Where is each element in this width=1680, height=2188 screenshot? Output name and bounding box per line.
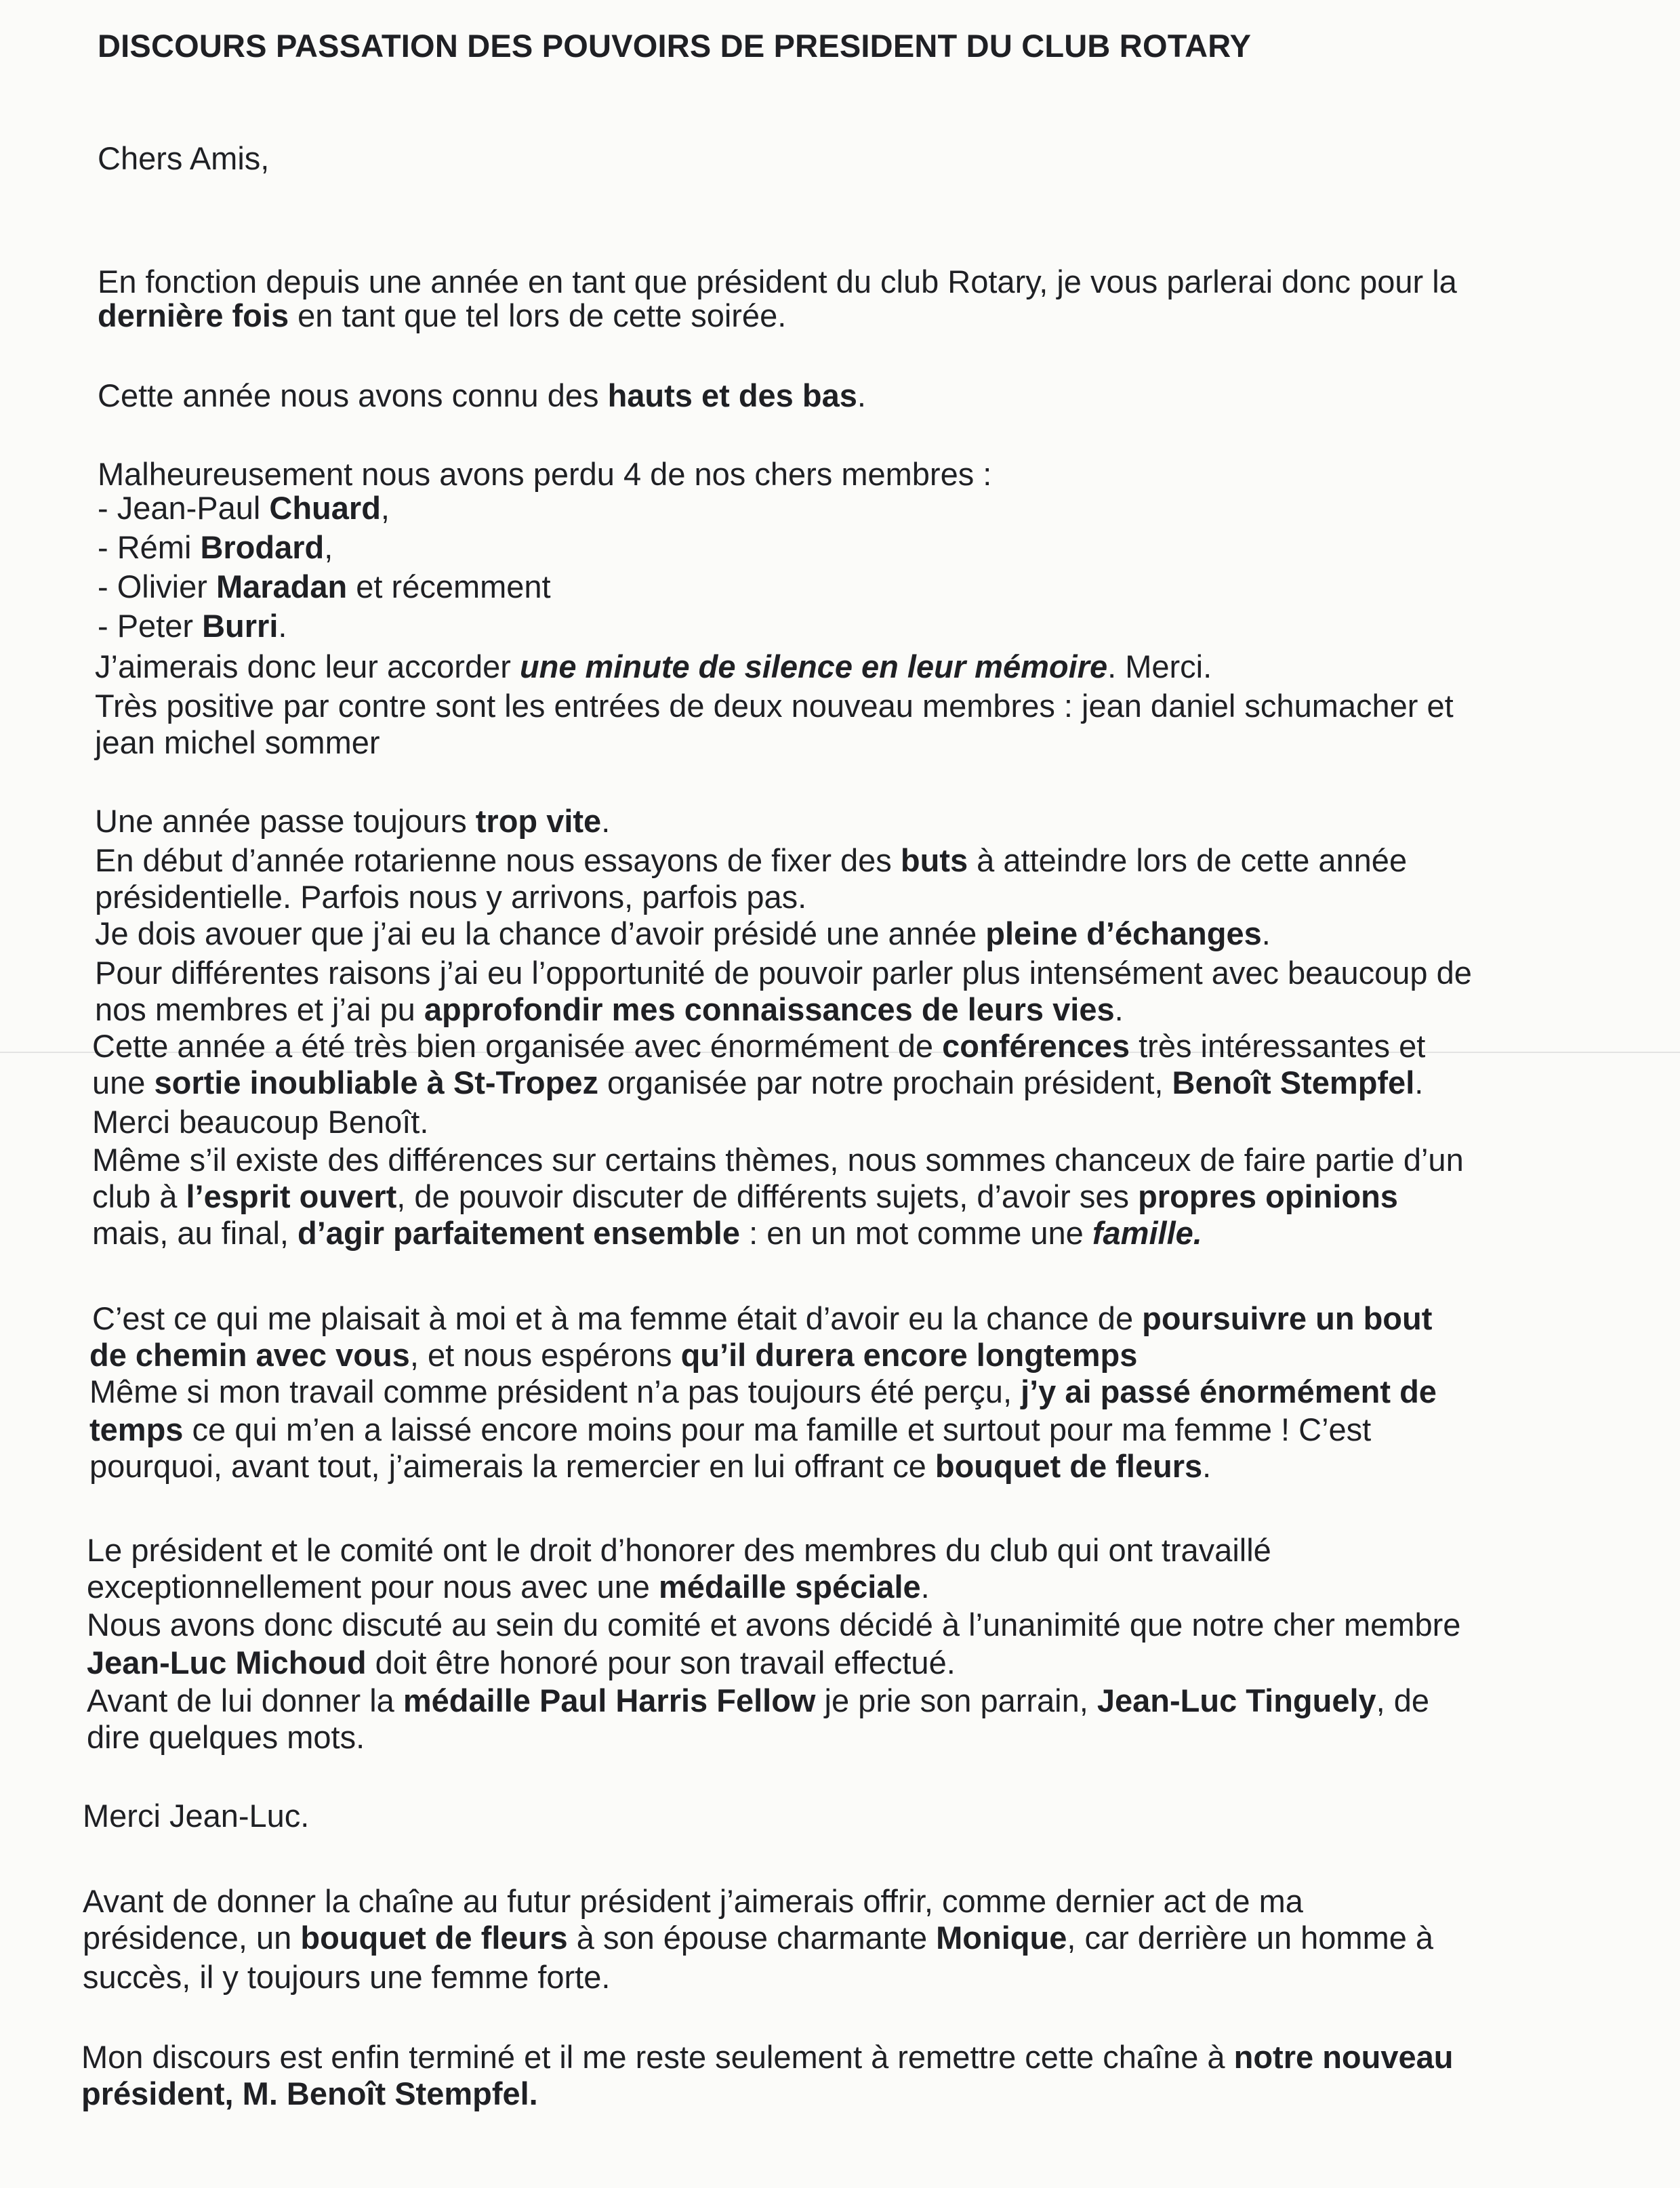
- plain-text: ,: [324, 529, 333, 565]
- plain-text: C’est ce qui me plaisait à moi et à ma femme était d’avoir eu la chance de: [92, 1300, 1143, 1336]
- plain-text: Malheureusement nous avons perdu 4 de nos chers membres :: [98, 456, 992, 492]
- speech-line-p3-l4: [98, 571, 551, 602]
- plain-text: .: [601, 803, 611, 839]
- plain-text: en tant que tel lors de cette soirée.: [289, 297, 787, 333]
- plain-text: : en un mot comme une: [740, 1215, 1092, 1251]
- speech-line-p4-l10: [92, 1144, 1464, 1176]
- speech-line-p3-l6: [95, 648, 1212, 684]
- plain-text: Mon discours est enfin terminé et il me reste seulement à remettre cette chaîne à: [81, 2039, 1234, 2075]
- speech-line-p1-l2: [98, 297, 787, 333]
- plain-text: Une année passe toujours: [95, 803, 476, 839]
- plain-text: jean michel sommer: [95, 724, 380, 760]
- plain-text: Merci beaucoup Benoît.: [92, 1104, 429, 1140]
- emphasis-text: j’y ai passé énormément de: [1021, 1374, 1437, 1409]
- emphasis-text: Burri: [202, 608, 279, 644]
- emphasis-text: bouquet de fleurs: [300, 1920, 568, 1956]
- plain-text: ce qui m’en a laissé encore moins pour ma famille et surtout pour ma femme ! C’est: [183, 1411, 1372, 1447]
- document-title: DISCOURS PASSATION DES POUVOIRS DE PRESIDENT DU CLUB ROTARY: [98, 28, 1252, 64]
- speech-line-p4-l4: [95, 917, 1271, 949]
- plain-text: exceptionnellement pour nous avec une: [87, 1569, 659, 1605]
- plain-text: mais, au final,: [92, 1215, 298, 1251]
- emphasis-text: propres opinions: [1138, 1178, 1398, 1214]
- plain-text: .: [1414, 1065, 1424, 1100]
- speech-line-p4-l6: [95, 993, 1124, 1025]
- plain-text: une: [92, 1065, 155, 1100]
- emphasis-text: poursuivre un bout: [1142, 1300, 1433, 1336]
- plain-text: Avant de donner la chaîne au futur président j’aimerais offrir, comme dernier act de ma: [83, 1883, 1303, 1919]
- plain-text: .: [1202, 1448, 1212, 1484]
- emphasis-text: l’esprit ouvert: [186, 1178, 397, 1214]
- speech-line-p8-l3: [83, 1961, 610, 1993]
- emphasis-text: pleine d’échanges: [985, 915, 1262, 951]
- plain-text: En fonction depuis une année en tant que président du club Rotary, je vous parlerai donc pour la: [98, 264, 1457, 300]
- speech-line-p3-l2: [98, 492, 390, 524]
- emphasis-text: médaille spéciale: [658, 1569, 921, 1605]
- emphasis-text: conférences: [942, 1028, 1130, 1064]
- speech-line-p5-l5: [89, 1450, 1211, 1482]
- speech-line-p6-l6: [87, 1721, 365, 1753]
- plain-text: je prie son parrain,: [815, 1683, 1097, 1718]
- plain-text: Même si mon travail comme président n’a pas toujours été perçu,: [89, 1374, 1021, 1409]
- speech-line-p9-l1: [81, 2041, 1453, 2073]
- speech-line-p8-l1: [83, 1885, 1303, 1917]
- plain-text: En début d’année rotarienne nous essayons de fixer des: [95, 842, 901, 878]
- plain-text: .: [278, 608, 287, 644]
- plain-text: Avant de lui donner la: [87, 1683, 403, 1718]
- plain-text: .: [1114, 991, 1124, 1027]
- plain-text: Très positive par contre sont les entrées de deux nouveau membres : jean daniel schumacher et: [95, 688, 1454, 724]
- plain-text: - Jean-Paul: [98, 490, 270, 526]
- emphasis-text: hauts et des bas: [607, 377, 857, 413]
- plain-text: .: [857, 377, 866, 413]
- plain-text: à atteindre lors de cette année: [968, 842, 1408, 878]
- emphasis-text: notre nouveau: [1233, 2039, 1454, 2075]
- speech-line-p4-l2: [95, 844, 1407, 876]
- plain-text: .: [1261, 915, 1271, 951]
- speech-line-p6-l2: [87, 1571, 930, 1603]
- plain-text: . Merci.: [1107, 648, 1212, 684]
- speech-line-p3-l3: [98, 531, 333, 563]
- plain-text: très intéressantes et: [1130, 1028, 1426, 1064]
- plain-text: - Olivier: [98, 569, 216, 604]
- emphasis-text: Benoît Stempfel: [1172, 1065, 1415, 1100]
- emphasis-text: temps: [89, 1411, 184, 1447]
- emphasis-text: buts: [900, 842, 968, 878]
- speech-line-p4-l7: [92, 1030, 1425, 1062]
- speech-line-p4-l1: [95, 805, 610, 837]
- plain-text: à son épouse charmante: [567, 1920, 937, 1956]
- speech-line-p3-l8: [95, 726, 380, 758]
- plain-text: Cette année a été très bien organisée avec énormément de: [92, 1028, 943, 1064]
- plain-text: doit être honoré pour son travail effectué.: [366, 1645, 956, 1680]
- emphasis-text: président, M. Benoît Stempfel.: [81, 2076, 538, 2111]
- speech-line-p4-l8: [92, 1067, 1423, 1098]
- emphasis-text: trop vite: [475, 803, 602, 839]
- plain-text: , car derrière un homme à: [1067, 1920, 1434, 1956]
- speech-line-p5-l1: [92, 1302, 1432, 1334]
- plain-text: Pour différentes raisons j’ai eu l’opportunité de pouvoir parler plus intensément avec beaucoup de: [95, 955, 1472, 991]
- emphasis-text: Chuard: [269, 490, 381, 526]
- speech-line-p1-l1: [98, 264, 1457, 300]
- emphasis-text: une minute de silence en leur mémoire: [519, 648, 1108, 684]
- emphasis-text: de chemin avec vous: [89, 1337, 410, 1373]
- emphasis-text: Brodard: [200, 529, 325, 565]
- plain-text: club à: [92, 1178, 186, 1214]
- plain-text: Le président et le comité ont le droit d’honorer des membres du club qui ont travaillé: [87, 1532, 1271, 1568]
- plain-text: Chers Amis,: [98, 140, 270, 176]
- emphasis-text: d’agir parfaitement ensemble: [298, 1215, 741, 1251]
- plain-text: et récemment: [347, 569, 551, 604]
- speech-line-p6-l4: [87, 1647, 956, 1678]
- emphasis-text: famille.: [1092, 1215, 1202, 1251]
- plain-text: - Peter: [98, 608, 203, 644]
- plain-text: Même s’il existe des différences sur certains thèmes, nous sommes chanceux de faire partie d’un: [92, 1142, 1464, 1178]
- speech-line-p5-l3: [89, 1376, 1437, 1407]
- speech-line-p8-l2: [83, 1922, 1433, 1954]
- speech-line-p3-l1: [98, 458, 991, 490]
- plain-text: .: [920, 1569, 930, 1605]
- speech-line-p3-l5: [98, 610, 287, 642]
- emphasis-text: Jean-Luc Michoud: [87, 1645, 367, 1680]
- emphasis-text: dernière fois: [98, 297, 289, 333]
- speech-line-p7-l1: [83, 1800, 309, 1832]
- speech-line-p4-l11: [92, 1180, 1398, 1212]
- speech-line-p6-l3: [87, 1607, 1461, 1643]
- plain-text: organisée par notre prochain président,: [598, 1065, 1172, 1100]
- emphasis-text: qu’il durera encore longtemps: [680, 1337, 1138, 1373]
- speech-line-p4-l3: [95, 881, 806, 913]
- speech-line-p9-l2: [81, 2078, 538, 2109]
- emphasis-text: Maradan: [216, 569, 348, 604]
- speech-line-p4-l5: [95, 957, 1472, 989]
- plain-text: présidence, un: [83, 1920, 301, 1956]
- plain-text: Je dois avouer que j’ai eu la chance d’avoir présidé une année: [95, 915, 986, 951]
- speech-line-greeting: [98, 142, 269, 174]
- speech-line-p6-l5: [87, 1685, 1429, 1716]
- plain-text: succès, il y toujours une femme forte.: [83, 1959, 611, 1995]
- plain-text: présidentielle. Parfois nous y arrivons, parfois pas.: [95, 879, 807, 915]
- speech-line-p3-l7: [95, 690, 1454, 722]
- emphasis-text: médaille Paul Harris Fellow: [403, 1683, 816, 1718]
- emphasis-text: bouquet de fleurs: [935, 1448, 1203, 1484]
- plain-text: Nous avons donc discuté au sein du comité et avons décidé à l’unanimité que notre cher membre: [87, 1607, 1461, 1643]
- emphasis-text: Monique: [936, 1920, 1067, 1956]
- emphasis-text: approfondir mes connaissances de leurs vies: [424, 991, 1115, 1027]
- speech-line-p4-l12: [92, 1217, 1202, 1249]
- plain-text: , de pouvoir discuter de différents sujets, d’avoir ses: [396, 1178, 1139, 1214]
- emphasis-text: sortie inoubliable à St-Tropez: [154, 1065, 598, 1100]
- speech-line-p5-l4: [89, 1413, 1371, 1445]
- plain-text: , et nous espérons: [409, 1337, 681, 1373]
- plain-text: nos membres et j’ai pu: [95, 991, 424, 1027]
- speech-line-p4-l9: [92, 1106, 428, 1138]
- plain-text: ,: [380, 490, 390, 526]
- speech-line-p2-l1: [98, 379, 866, 411]
- plain-text: pourquoi, avant tout, j’aimerais la remercier en lui offrant ce: [89, 1448, 935, 1484]
- speech-line-p6-l1: [87, 1534, 1271, 1566]
- emphasis-text: Jean-Luc Tinguely: [1097, 1683, 1376, 1718]
- plain-text: - Rémi: [98, 529, 201, 565]
- plain-text: J’aimerais donc leur accorder: [95, 648, 520, 684]
- plain-text: dire quelques mots.: [87, 1719, 365, 1755]
- plain-text: , de: [1376, 1683, 1430, 1718]
- speech-line-p5-l2: [89, 1339, 1137, 1371]
- plain-text: Cette année nous avons connu des: [98, 377, 608, 413]
- plain-text: Merci Jean-Luc.: [83, 1798, 310, 1834]
